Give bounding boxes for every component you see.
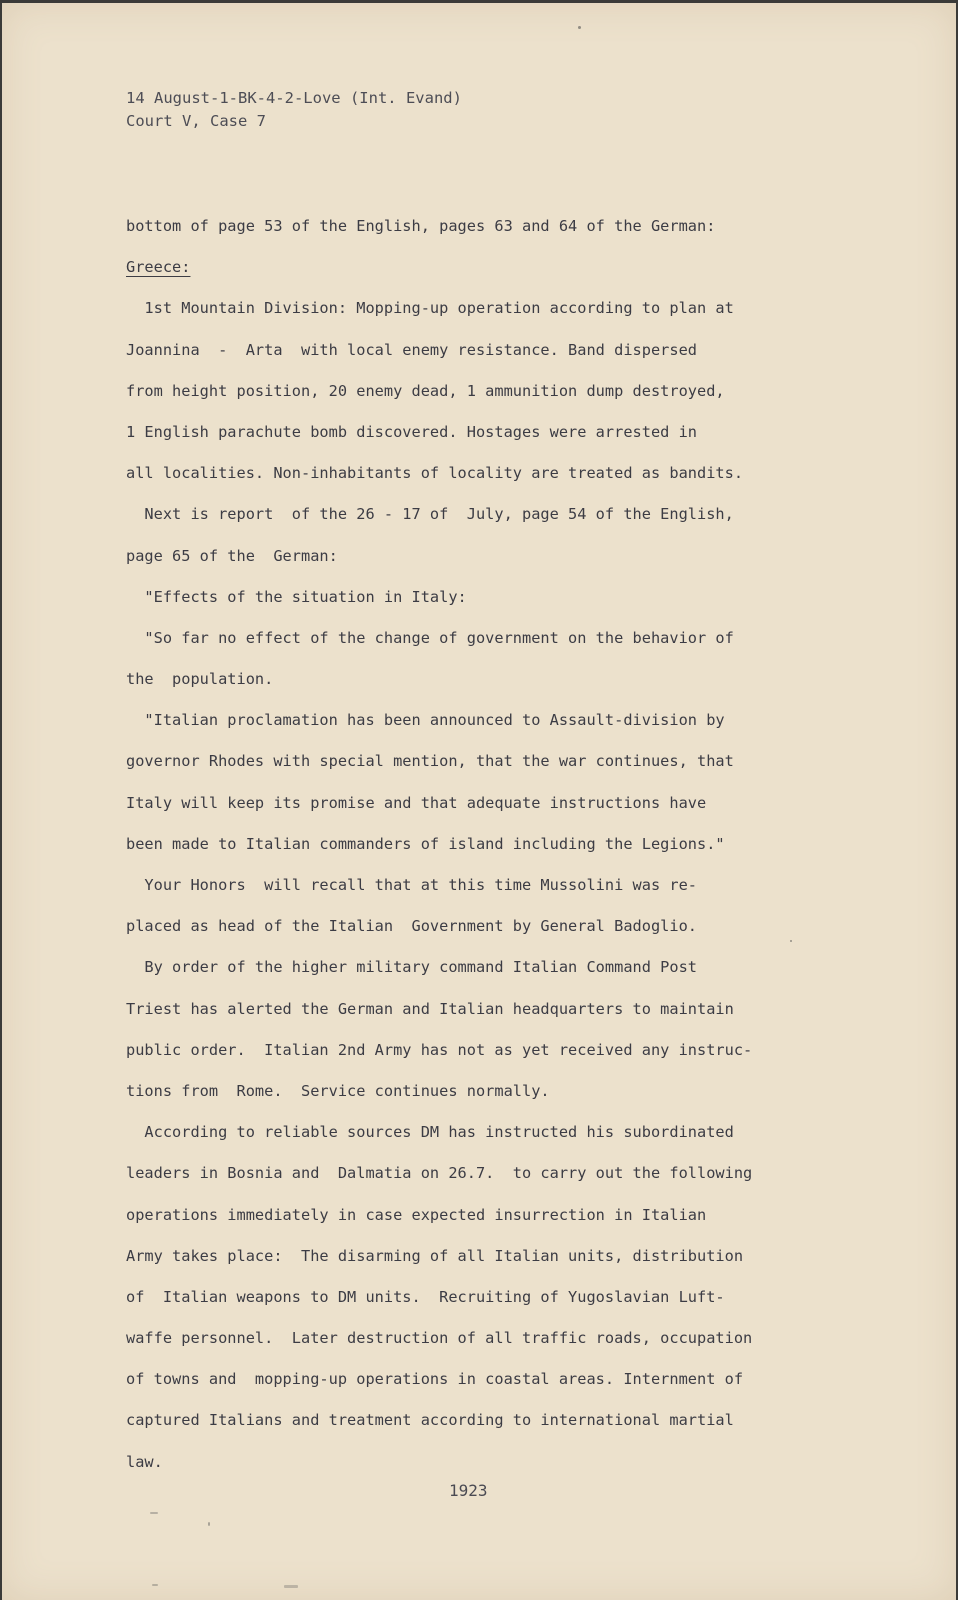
text-line: of Italian weapons to DM units. Recruiting of Yugoslavian Luft- bbox=[126, 1287, 725, 1306]
text-line: Triest has alerted the German and Italian headquarters to maintain bbox=[126, 999, 734, 1018]
text-line: Your Honors will recall that at this time Mussolini was re- bbox=[126, 876, 697, 895]
text-line: all localities. Non-inhabitants of locality are treated as bandits. bbox=[126, 464, 744, 483]
text-line: public order. Italian 2nd Army has not as yet received any instruc- bbox=[126, 1040, 753, 1059]
text-line: 1 English parachute bomb discovered. Hostages were arrested in bbox=[126, 422, 697, 441]
text-line: Italy will keep its promise and that adequate instructions have bbox=[126, 793, 707, 812]
text-line: According to reliable sources DM has instructed his subordinated bbox=[126, 1123, 734, 1142]
paper-speck bbox=[150, 1512, 158, 1514]
text-line: "So far no effect of the change of government on the behavior of bbox=[126, 628, 734, 647]
paper-speck bbox=[152, 1584, 158, 1586]
text-line: the population. bbox=[126, 670, 274, 689]
transcript-body bbox=[126, 206, 838, 1483]
text-line: page 65 of the German: bbox=[126, 546, 338, 565]
paper-speck bbox=[208, 1522, 210, 1526]
text-line: of towns and mopping-up operations in coastal areas. Internment of bbox=[126, 1370, 744, 1389]
text-line: Army takes place: The disarming of all Italian units, distribution bbox=[126, 1246, 744, 1265]
text-line: placed as head of the Italian Government by General Badoglio. bbox=[126, 917, 697, 936]
text-line: "Effects of the situation in Italy: bbox=[126, 587, 467, 606]
text-line: 1st Mountain Division: Mopping-up operation according to plan at bbox=[126, 299, 734, 318]
text-line: "Italian proclamation has been announced to Assault-division by bbox=[126, 711, 725, 730]
text-line: law. bbox=[126, 1452, 163, 1471]
header-reference-line: 14 August-1-BK-4-2-Love (Int. Evand) bbox=[126, 89, 462, 107]
document-page bbox=[2, 3, 956, 1600]
text-line: Joannina - Arta with local enemy resistance. Band dispersed bbox=[126, 340, 697, 359]
document-header bbox=[126, 87, 462, 133]
text-line: leaders in Bosnia and Dalmatia on 26.7. to carry out the following bbox=[126, 1164, 753, 1183]
header-court-line: Court V, Case 7 bbox=[126, 112, 266, 130]
text-line: waffe personnel. Later destruction of all traffic roads, occupation bbox=[126, 1329, 753, 1348]
text-line: governor Rhodes with special mention, that the war continues, that bbox=[126, 752, 734, 771]
section-heading-greece: Greece: bbox=[126, 258, 191, 277]
text-line: tions from Rome. Service continues normally. bbox=[126, 1081, 550, 1100]
paper-speck bbox=[284, 1585, 298, 1588]
text-line: Next is report of the 26 - 17 of July, page 54 of the English, bbox=[126, 505, 734, 524]
text-line: By order of the higher military command Italian Command Post bbox=[126, 958, 697, 977]
text-line: captured Italians and treatment according to international martial bbox=[126, 1411, 734, 1430]
paper-speck bbox=[578, 26, 581, 29]
paper-speck bbox=[790, 940, 792, 942]
text-line: been made to Italian commanders of island including the Legions." bbox=[126, 834, 725, 853]
text-line: from height position, 20 enemy dead, 1 ammunition dump destroyed, bbox=[126, 381, 725, 400]
text-line: bottom of page 53 of the English, pages 63 and 64 of the German: bbox=[126, 217, 716, 235]
text-line: operations immediately in case expected insurrection in Italian bbox=[126, 1205, 707, 1224]
page-number: 1923 bbox=[449, 1481, 488, 1500]
